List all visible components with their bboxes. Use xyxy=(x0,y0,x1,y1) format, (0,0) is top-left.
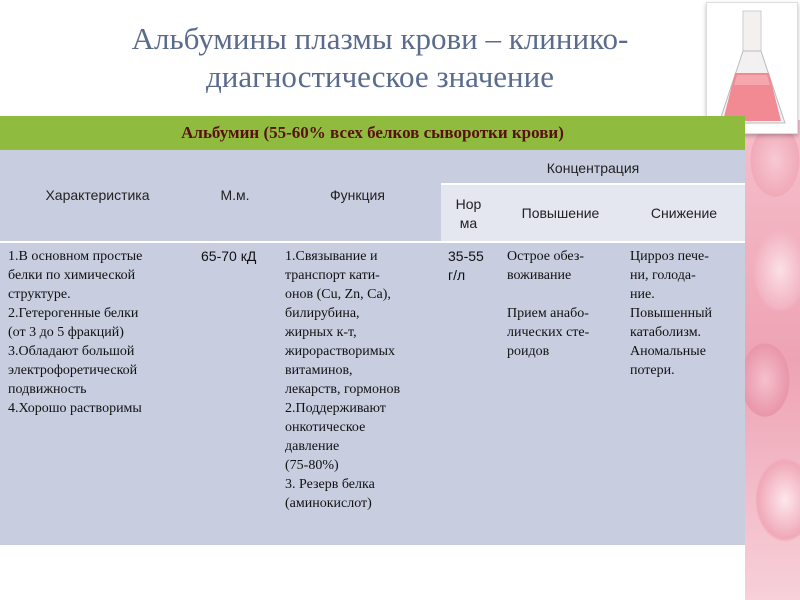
divider xyxy=(0,241,745,243)
col-mw: М.м. xyxy=(220,187,250,203)
cell-decrease: Цирроз пече- ни, голода- ние. Повышенный катаболизм. Аномальные потери. xyxy=(630,249,713,378)
flask-image xyxy=(706,2,798,134)
page-title: Альбумины плазмы крови – клинико- диагностическое значение xyxy=(131,21,629,94)
rose-petals-decoration xyxy=(745,120,800,600)
col-increase: Повышение xyxy=(521,205,600,221)
cell-characteristic: 1.В основном простые белки по химической структуре. 2.Гетерогенные белки (от 3 до 5 фракций) 3.Обладают большой электрофоретической подвижность 4.Хорошо растворимы xyxy=(8,249,143,416)
col-decrease: Снижение xyxy=(650,205,718,221)
cell-increase: Острое обез- воживание Прием анабо- лических сте- роидов xyxy=(507,249,590,359)
cell-norm: 35-55 г/л xyxy=(448,248,484,283)
table-header-title: Альбумин (55-60% всех белков сыворотки крови) xyxy=(0,116,745,150)
col-concentration: Концентрация xyxy=(546,160,640,176)
col-characteristic: Характеристика xyxy=(45,187,150,203)
col-norm: Нор ма xyxy=(455,196,482,231)
col-function: Функция xyxy=(330,187,385,203)
divider xyxy=(441,183,745,185)
cell-function: 1.Связывание и транспорт кати- онов (Cu, Zn, Ca), билирубина, жирных к-т, жирорастворимых витаминов, лекарств, гормонов 2.Поддерживают онкотическое давление (75-80%) 3. Резерв белка (аминокислот) xyxy=(285,249,401,511)
cell-mw: 65-70 кД xyxy=(201,248,257,264)
